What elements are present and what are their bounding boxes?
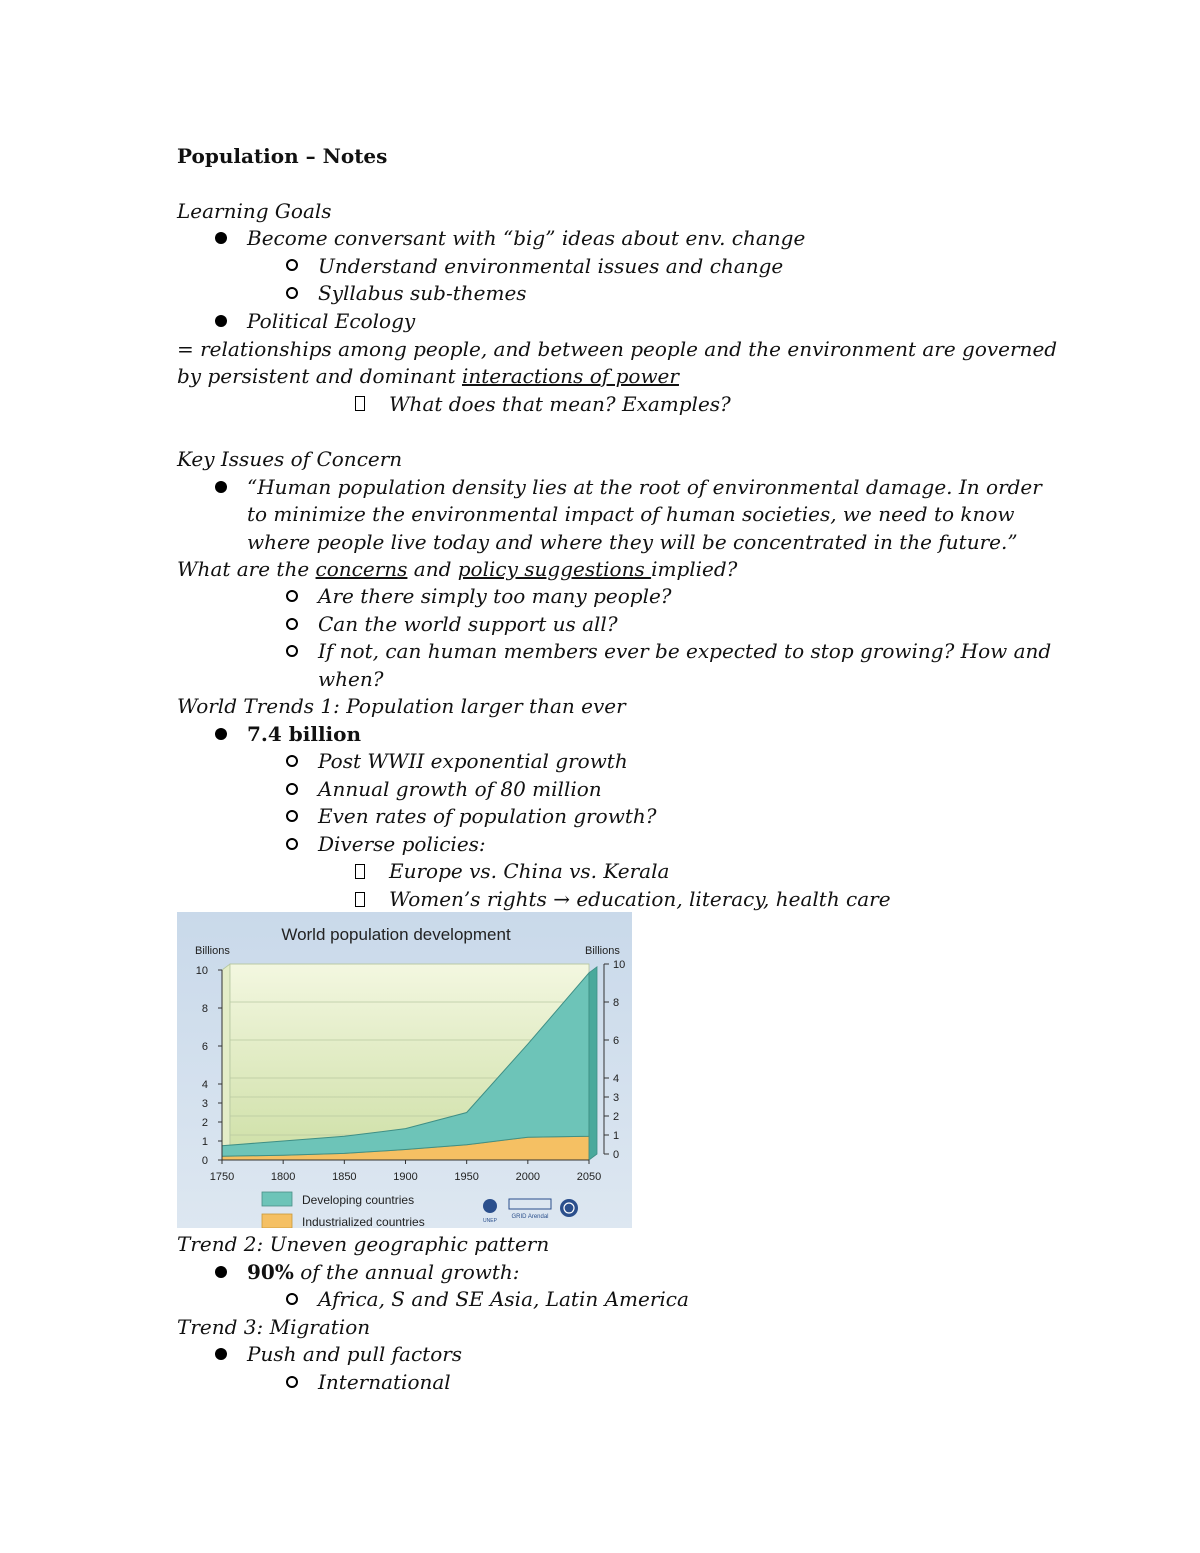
heading-trend-3: Trend 3: Migration — [177, 1315, 371, 1339]
y-tick-label-left: 10 — [195, 965, 208, 977]
y-tick-label-right: 8 — [613, 997, 620, 1009]
circle-bullet-icon — [286, 287, 298, 299]
text-run: What are the — [177, 557, 316, 581]
heading-trend-2: Trend 2: Uneven geographic pattern — [177, 1232, 550, 1256]
heading-learning-goals: Learning Goals — [177, 199, 332, 223]
y-tick-label-left: 8 — [201, 1003, 208, 1015]
underlined-text: interactions of power — [461, 364, 679, 388]
circle-bullet-icon — [286, 755, 298, 767]
chart-svg — [177, 912, 632, 1228]
page-title: Population – Notes — [177, 144, 388, 168]
circle-bullet-icon — [286, 810, 298, 822]
quote-line: to minimize the environmental impact of human societies, we need to know — [247, 502, 1015, 526]
circle-bullet-icon — [286, 259, 298, 271]
list-item: Understand environmental issues and change — [318, 254, 784, 278]
y-tick-label-left: 6 — [201, 1041, 208, 1053]
x-tick-label: 1800 — [270, 1171, 296, 1183]
y-tick-label-left: 4 — [201, 1079, 208, 1091]
legend-label-industrialized: Industrialized countries — [302, 1215, 425, 1228]
list-item: Women’s rights → education, literacy, health care — [389, 887, 891, 911]
series-depth-face — [589, 967, 597, 1160]
y-axis-label-left: Billions — [195, 945, 230, 957]
y-tick-label-left: 3 — [201, 1098, 208, 1110]
circle-bullet-icon — [286, 1293, 298, 1305]
grid-logo-text: GRID Arendal — [511, 1214, 549, 1220]
x-tick-label: 2050 — [576, 1171, 602, 1183]
y-tick-label-left: 1 — [201, 1136, 208, 1148]
x-tick-label: 1900 — [393, 1171, 418, 1183]
un-logo-text: UN — [566, 1208, 572, 1213]
y-tick-label-left: 0 — [201, 1155, 208, 1167]
list-item: Can the world support us all? — [318, 612, 618, 636]
list-item: Diverse policies: — [318, 832, 486, 856]
circle-bullet-icon — [286, 618, 298, 630]
legend-swatch-developing — [262, 1192, 292, 1206]
question-line — [177, 556, 737, 582]
x-tick-label: 1950 — [454, 1171, 479, 1183]
bullet-icon — [215, 232, 227, 244]
list-item: Even rates of population growth? — [318, 804, 657, 828]
legend-swatch-industrialized — [262, 1214, 292, 1228]
un-logo — [560, 1199, 578, 1217]
circle-bullet-icon — [286, 590, 298, 602]
list-item: Africa, S and SE Asia, Latin America — [318, 1287, 689, 1311]
world-population-chart — [177, 912, 632, 1228]
text-run: implied? — [651, 557, 738, 581]
y-tick-label-right: 3 — [613, 1092, 620, 1104]
list-item: Post WWII exponential growth — [318, 749, 628, 773]
list-item: Become conversant with “big” ideas about env. change — [247, 226, 806, 250]
y-tick-label-right: 1 — [613, 1130, 620, 1142]
y-tick-label-right: 2 — [613, 1111, 620, 1123]
square-bullet-icon — [355, 396, 365, 411]
circle-bullet-icon — [286, 838, 298, 850]
list-item: Push and pull factors — [247, 1342, 463, 1366]
list-item: Are there simply too many people? — [318, 584, 672, 608]
list-item: Syllabus sub-themes — [318, 281, 527, 305]
underlined-text: concerns — [315, 557, 408, 581]
plot-side-wall — [222, 964, 230, 1160]
list-item: What does that mean? Examples? — [389, 392, 731, 416]
bullet-icon — [215, 481, 227, 493]
quote-line: where people live today and where they will be concentrated in the future.” — [247, 530, 1018, 554]
x-tick-label: 1850 — [332, 1171, 357, 1183]
list-item: Europe vs. China vs. Kerala — [389, 859, 670, 883]
bullet-icon — [215, 1348, 227, 1360]
list-item: International — [318, 1370, 451, 1394]
square-bullet-icon — [355, 892, 365, 907]
text-run: of the annual growth: — [293, 1260, 520, 1284]
y-tick-label-left: 2 — [201, 1117, 208, 1129]
list-item: Annual growth of 80 million — [318, 777, 602, 801]
heading-key-issues: Key Issues of Concern — [177, 447, 403, 471]
legend-label-developing: Developing countries — [302, 1193, 415, 1207]
list-item — [247, 1259, 520, 1285]
y-axis-label-right: Billions — [585, 945, 620, 957]
list-item: 7.4 billion — [247, 722, 362, 746]
circle-bullet-icon — [286, 1376, 298, 1388]
bold-text: 90% — [247, 1260, 294, 1284]
list-item-continued: when? — [318, 667, 384, 691]
list-item: Political Ecology — [247, 309, 416, 333]
y-tick-label-right: 4 — [613, 1073, 620, 1085]
quote-line: “Human population density lies at the root of environmental damage. In order — [247, 475, 1042, 499]
heading-world-trends-1: World Trends 1: Population larger than ever — [177, 694, 626, 718]
x-tick-label: 1750 — [209, 1171, 235, 1183]
underlined-text: policy suggestions — [457, 557, 652, 581]
bullet-icon — [215, 315, 227, 327]
y-tick-label-right: 6 — [613, 1035, 620, 1047]
y-tick-label-right: 10 — [613, 959, 626, 971]
paragraph-line: = relationships among people, and between people and the environment are governed — [177, 337, 1058, 361]
y-tick-label-right: 0 — [613, 1149, 620, 1161]
paragraph-line — [177, 363, 679, 389]
text-run: by persistent and dominant — [177, 364, 462, 388]
square-bullet-icon — [355, 864, 365, 879]
x-tick-label: 2000 — [515, 1171, 541, 1183]
chart-title: World population development — [281, 925, 511, 944]
bullet-icon — [215, 728, 227, 740]
circle-bullet-icon — [286, 645, 298, 657]
text-run: and — [407, 557, 458, 581]
list-item: If not, can human members ever be expected to stop growing? How and — [318, 639, 1052, 663]
circle-bullet-icon — [286, 783, 298, 795]
unep-logo-text: UNEP — [483, 1218, 497, 1224]
bullet-icon — [215, 1266, 227, 1278]
